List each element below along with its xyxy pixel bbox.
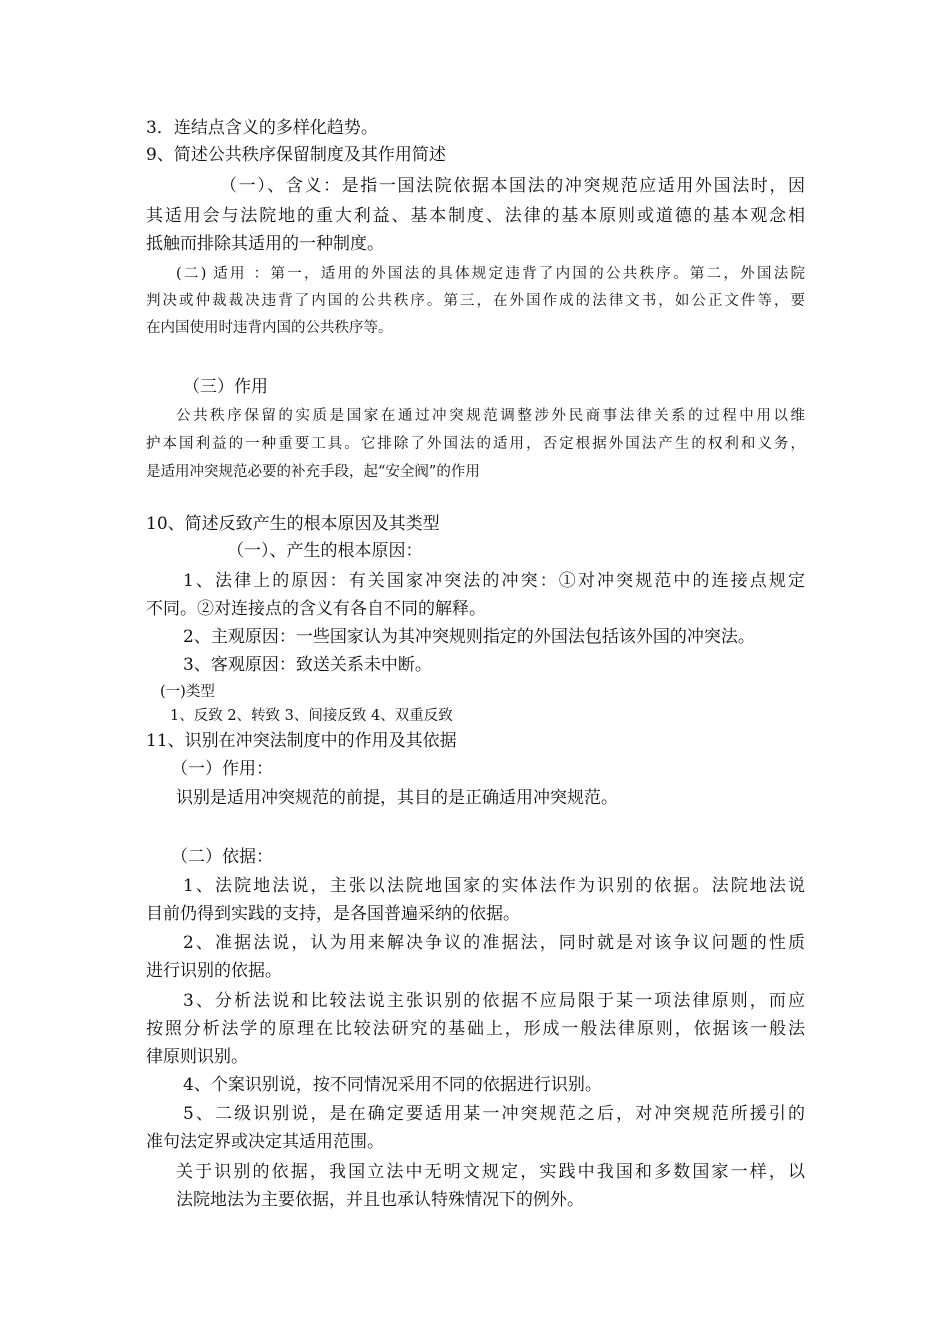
subsection-heading: (一)类型 — [160, 684, 215, 700]
section-heading: 9、简述公共秩序保留制度及其作用简述 — [146, 145, 446, 165]
text-line: 1、法律上的原因：有关国家冲突法的冲突：①对冲突规范中的连接点规定 — [183, 571, 805, 591]
text-line: 目前仍得到实践的支持，是各国普遍采纳的依据。 — [146, 904, 520, 924]
text-line: 3、客观原因：致送关系未中断。 — [183, 655, 432, 675]
text-line: 2、主观原因：一些国家认为其冲突规则指定的外国法包括该外国的冲突法。 — [183, 627, 755, 647]
text-line: 3．连结点含义的多样化趋势。 — [146, 118, 378, 138]
text-line: 1、反致 2、转致 3、间接反致 4、双重反致 — [170, 708, 453, 724]
text-line: 律原则识别。 — [146, 1047, 248, 1067]
text-line: 4、个案识别说，按不同情况采用不同的依据进行识别。 — [183, 1075, 602, 1095]
text-line: 进行识别的依据。 — [146, 961, 282, 981]
text-line: 法院地法为主要依据，并且也承认特殊情况下的例外。 — [176, 1190, 584, 1210]
text-line: 3、分析法说和比较法说主张识别的依据不应局限于某一项法律原则，而应 — [183, 991, 805, 1011]
section-heading: 10、简述反致产生的根本原因及其类型 — [146, 514, 440, 534]
subsection-heading: （二）依据： — [171, 847, 273, 867]
text-line: 按照分析法学的原理在比较法研究的基础上，形成一般法律原则，依据该一般法 — [146, 1019, 805, 1039]
subsection-heading: （三）作用 — [183, 377, 268, 397]
text-line: 其适用会与法院地的重大利益、基本制度、法律的基本原则或道德的基本观念相 — [146, 206, 805, 226]
text-line: 是适用冲突规范必要的补充手段，起“安全阀”的作用 — [146, 464, 480, 480]
subsection-heading: （一）作用： — [171, 759, 273, 779]
text-line: 判决或仲裁裁决违背了内国的公共秩序。第三，在外国作成的法律文书，如公正文件等，要 — [146, 293, 805, 309]
text-line: （一）、含义：是指一国法院依据本国法的冲突规范应适用外国法时，因 — [220, 176, 805, 196]
text-line: 1、法院地法说，主张以法院地国家的实体法作为识别的依据。法院地法说 — [183, 876, 805, 896]
text-line: 关于识别的依据，我国立法中无明文规定，实践中我国和多数国家一样，以 — [176, 1162, 805, 1182]
text-line: 5、二级识别说，是在确定要适用某一冲突规范之后，对冲突规范所援引的 — [183, 1104, 805, 1124]
text-line: 不同。②对连接点的含义有各自不同的解释。 — [146, 599, 486, 619]
text-line: 识别是适用冲突规范的前提，其目的是正确适用冲突规范。 — [176, 788, 618, 808]
text-line: 公共秩序保留的实质是国家在通过冲突规范调整涉外民商事法律关系的过程中用以维 — [176, 408, 805, 424]
text-line: 在内国使用时违背内国的公共秩序等。 — [146, 320, 393, 336]
text-line: 抵触而排除其适用的一种制度。 — [146, 234, 384, 254]
text-line: 护本国利益的一种重要工具。它排除了外国法的适用，否定根据外国法产生的权利和义务， — [146, 436, 805, 452]
text-line: 2、准据法说，认为用来解决争议的准据法，同时就是对该争议问题的性质 — [183, 933, 805, 953]
text-line: 准句法定界或决定其适用范围。 — [146, 1132, 384, 1152]
text-line: (二) 适用 ：第一，适用的外国法的具体规定违背了内国的公共秩序。第二，外国法院 — [176, 266, 805, 282]
section-heading: 11、识别在冲突法制度中的作用及其依据 — [146, 731, 457, 751]
subsection-heading: （一）、产生的根本原因： — [227, 541, 423, 561]
